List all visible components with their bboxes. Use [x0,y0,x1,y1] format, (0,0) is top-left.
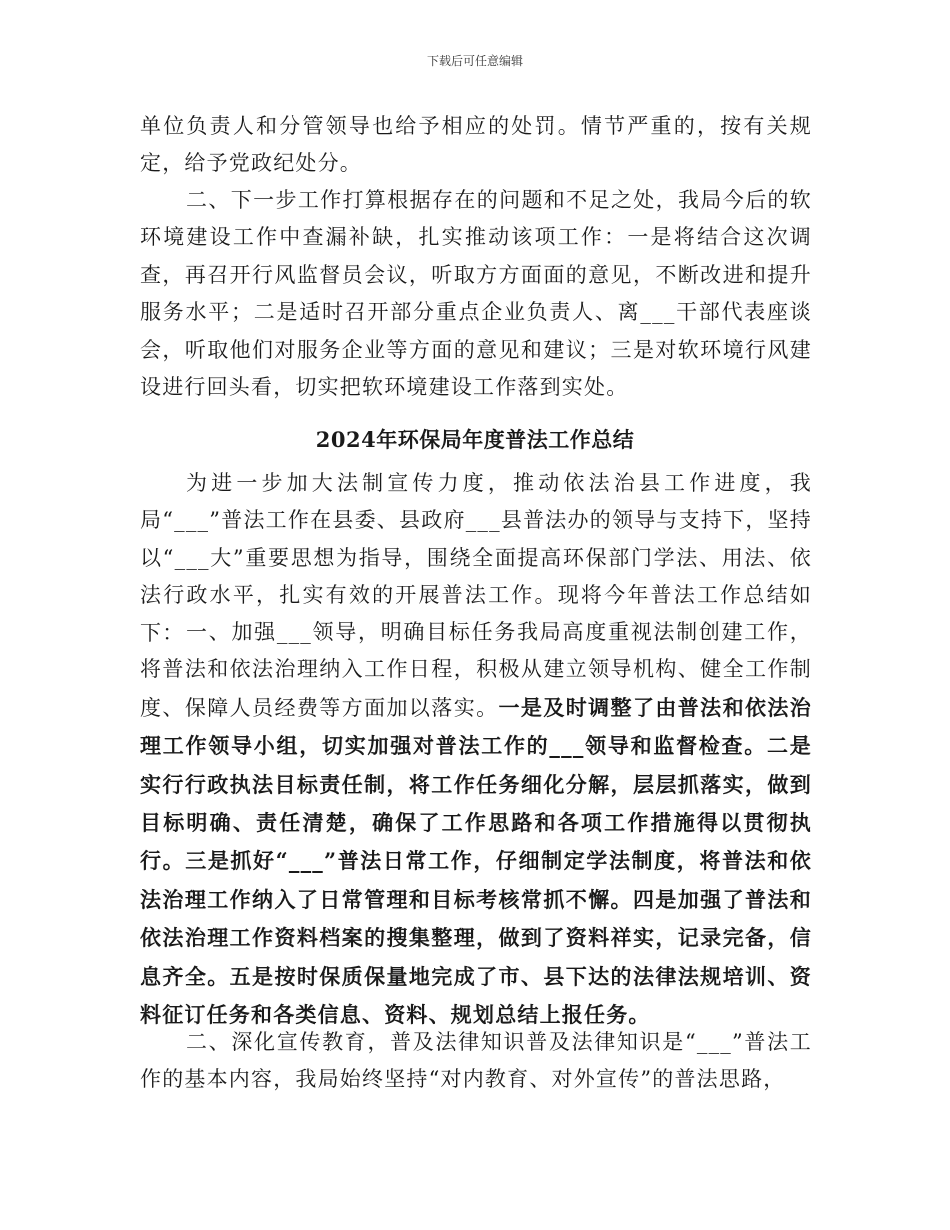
paragraph-penalty: 单位负责人和分管领导也给予相应的处罚。情节严重的，按有关规定，给予党政纪处分。 [140,114,812,176]
page-header: 下载后可任意编辑 [426,54,523,68]
paragraph-intro: 为进一步加大法制宣传力度，推动依法治县工作进度，我局“___”普法工作在县委、县政府___县普法办的领导与支持下，坚持以“___大”重要思想为指导，围绕全面提高环保部门学法、用法、依法行政水平，扎实有效的开展普法工作。现将今年普法工作总结如下： [140,471,812,645]
paragraph-leadership [140,614,812,1034]
paragraph-next-steps: 二、下一步工作打算根据存在的问题和不足之处，我局今后的软环境建设工作中查漏补缺，扎实推动该项工作：一是将结合这次调查，再召开行风监督员会议，听取方方面面的意见，不断改进和提升服务水平；二是适时召开部分重点企业负责人、离___干部代表座谈会，听取他们对服务企业等方面的意见和建议；三是对软环境行风建设进行回头看，切实把软环境建设工作落到实处。 [140,188,812,400]
paragraph-leadership-normal: 一、加强___领导，明确目标任务我局高度重视法制创建工作，将普法和依法治理纳入工作日程，积极从建立领导机构、健全工作制度、保障人员经费等方面加以落实。 [140,620,812,720]
document-title: 2024年环保局年度普法工作总结 [315,427,635,452]
paragraph-leadership-bold: 一是及时调整了由普法和依法治理工作领导小组，切实加强对普法工作的___领导和监督检查。二是实行行政执法目标责任制，将工作任务细化分解，层层抓落实，做到目标明确、责任清楚，确保了工作思路和各项工作措施得以贯彻执行。三是抓好“___”普法日常工作，仔细制定学法制度，将普法和依法治理工作纳入了日常管理和目标考核常抓不懈。四是加强了普法和依法治理工作资料档案的搜集整理，做到了资料祥实，记录完备，信息齐全。五是按时保质保量地完成了市、县下达的法律法规培训、资料征订任务和各类信息、资料、规划总结上报任务。 [140,694,812,1028]
paragraph-education: 二、深化宣传教育，普及法律知识普及法律知识是“___”普法工作的基本内容，我局始终坚持“对内教育、对外宣传”的普法思路， [140,1030,812,1092]
